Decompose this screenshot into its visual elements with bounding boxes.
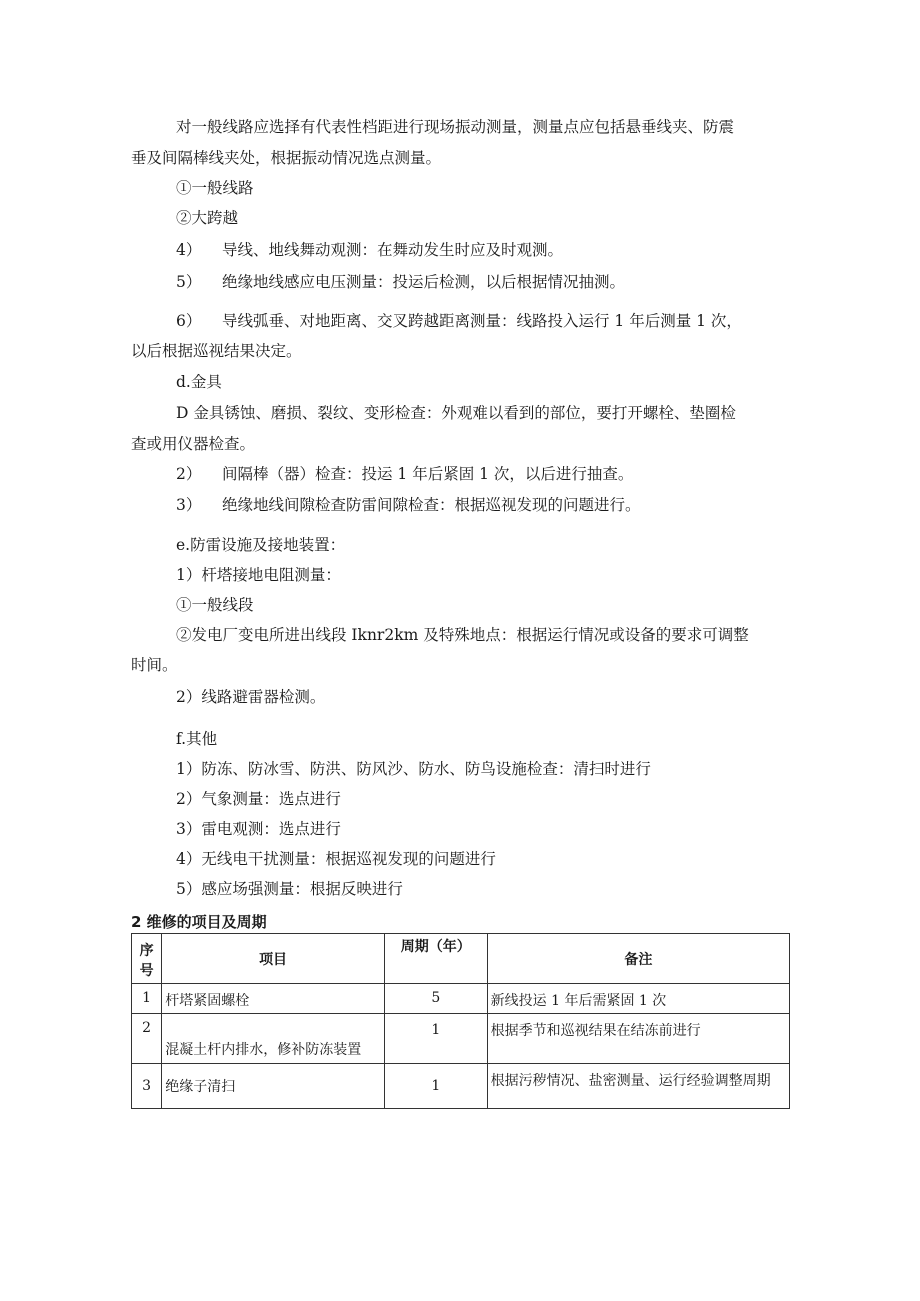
- table-row: [132, 1064, 790, 1109]
- section-f-item4: 4）无线电干扰测量：根据巡视发现的问题进行: [176, 850, 496, 868]
- item6-num: 6）: [176, 312, 202, 330]
- para1-line1: 对一般线路应选择有代表性档距进行现场振动测量，测量点应包括悬垂线夹、防震: [176, 118, 735, 136]
- section-f-item2: 2）气象测量：选点进行: [176, 790, 341, 808]
- item4: [176, 240, 563, 260]
- table-row: [132, 984, 790, 1014]
- para1-line2: 垂及间隔棒线夹处，根据振动情况选点测量。: [131, 149, 442, 167]
- section-d-item3-text: 绝缘地线间隙检查防雷间隙检查：根据巡视发现的问题进行。: [222, 496, 641, 514]
- section-d-item1-line1: D 金具锈蚀、磨损、裂纹、变形检查：外观难以看到的部位，要打开螺栓、垫圈检: [176, 404, 736, 422]
- section-e-item1: 1）杆塔接地电阻测量：: [176, 566, 341, 584]
- section-e-sub2-line1: ②发电厂变电所进出线段 Iknr2km 及特殊地点：根据运行情况或设备的要求可调整: [176, 626, 749, 644]
- row2-period: 1: [384, 1014, 487, 1064]
- item6-text: 导线弧垂、对地距离、交叉跨越距离测量：线路投入运行 1 年后测量 1 次，: [222, 312, 742, 330]
- item4-text: 导线、地线舞动观测：在舞动发生时应及时观测。: [222, 241, 564, 259]
- section-f-item3: 3）雷电观测：选点进行: [176, 820, 341, 838]
- item6-line2: 以后根据巡视结果决定。: [131, 342, 302, 360]
- section-e-sub1: ①一般线段: [176, 596, 254, 614]
- header-note: 备注: [487, 934, 789, 984]
- header-item: 项目: [162, 934, 385, 984]
- section-f-item5: 5）感应场强测量：根据反映进行: [176, 880, 403, 898]
- header-period: 周期（年）: [384, 934, 487, 984]
- item6-line1: [176, 311, 742, 331]
- row3-item: 绝缘子清扫: [162, 1064, 385, 1109]
- row2-note: 根据季节和巡视结果在结冻前进行: [487, 1014, 789, 1064]
- section-e-title: e.防雷设施及接地装置：: [176, 536, 346, 554]
- section-e-item2: 2）线路避雷器检测。: [176, 688, 326, 706]
- row1-note: 新线投运 1 年后需紧固 1 次: [487, 984, 789, 1014]
- section-d-item3-num: 3）: [176, 496, 202, 514]
- section-d-item1-line2: 查或用仪器检查。: [131, 435, 256, 453]
- row2-item: 混凝土杆内排水，修补防冻装置: [162, 1014, 385, 1064]
- row1-item: 杆塔紧固螺栓: [162, 984, 385, 1014]
- item4-num: 4）: [176, 241, 202, 259]
- item5: [176, 272, 625, 292]
- header-seq: 序号: [132, 934, 162, 984]
- section-d-title: d.金具: [176, 373, 222, 391]
- section-d-item2-text: 间隔棒（器）检查：投运 1 年后紧固 1 次，以后进行抽查。: [222, 465, 634, 483]
- section-f-item1: 1）防冻、防冰雪、防洪、防风沙、防水、防鸟设施检查：清扫时进行: [176, 760, 651, 778]
- row3-period: 1: [384, 1064, 487, 1109]
- maintenance-schedule-table: [131, 933, 790, 1109]
- item5-num: 5）: [176, 273, 202, 291]
- section-f-title: f.其他: [176, 730, 218, 748]
- item5-text: 绝缘地线感应电压测量：投运后检测，以后根据情况抽测。: [222, 273, 626, 291]
- table-header-row: [132, 934, 790, 984]
- row2-seq: 2: [132, 1014, 162, 1064]
- section2-title: 2 维修的项目及周期: [131, 913, 267, 931]
- vib-item-large-span: ②大跨越: [176, 209, 239, 227]
- row1-period: 5: [384, 984, 487, 1014]
- vib-item-general: ①一般线路: [176, 179, 254, 197]
- row3-note: 根据污秽情况、盐密测量、运行经验调整周期: [487, 1064, 789, 1109]
- table-row: [132, 1014, 790, 1064]
- section-e-sub2-line2: 时间。: [131, 656, 178, 674]
- row1-seq: 1: [132, 984, 162, 1014]
- section-d-item3: [176, 495, 641, 515]
- row3-seq: 3: [132, 1064, 162, 1109]
- section-d-item2: [176, 464, 633, 484]
- section-d-item2-num: 2）: [176, 465, 202, 483]
